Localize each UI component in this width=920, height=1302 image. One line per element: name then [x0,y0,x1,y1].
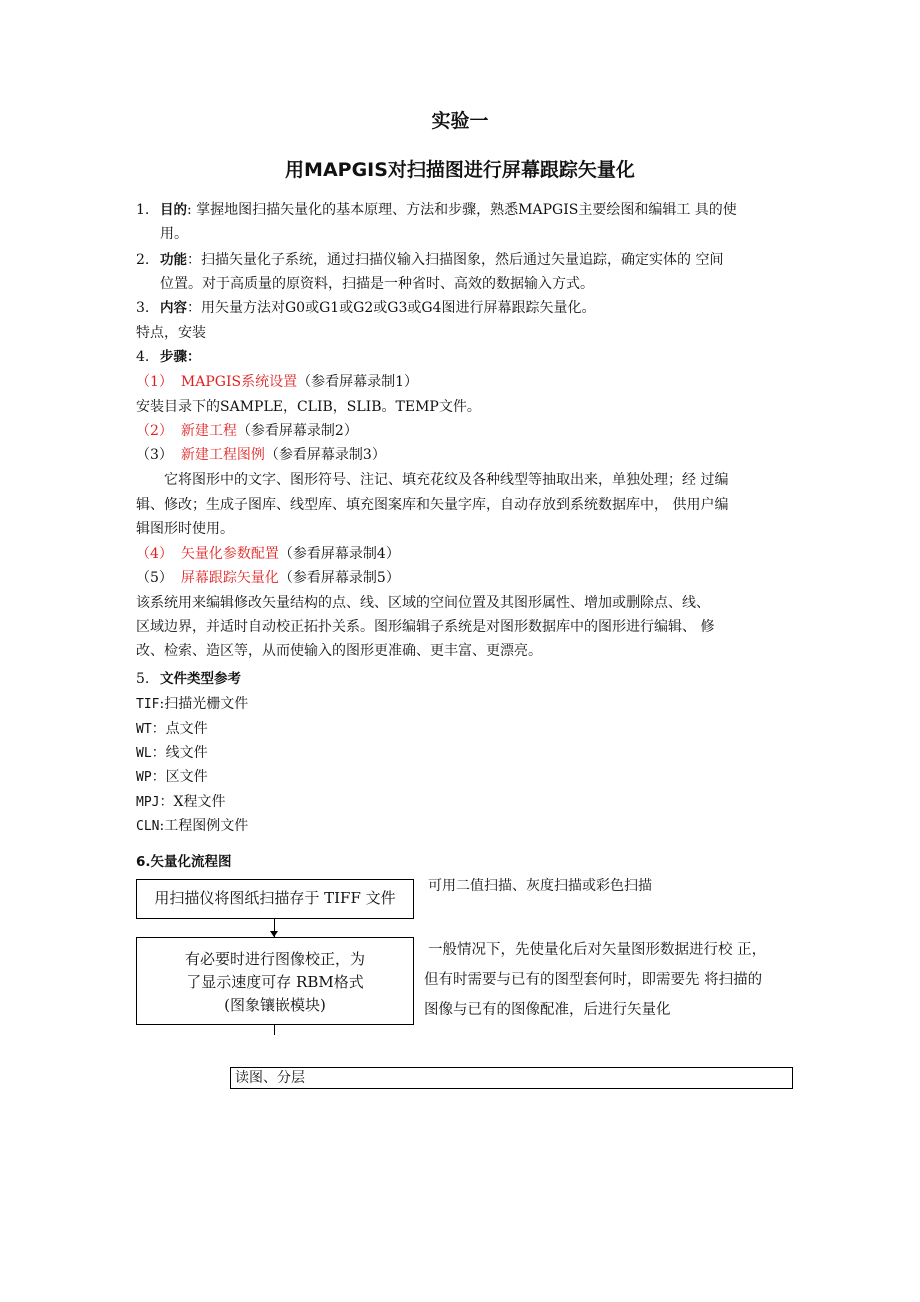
step-number: （2） [136,423,173,439]
flow-connector [274,1025,275,1035]
step-5-para-line: 该系统用来编辑修改矢量结构的点、线、区域的空间位置及其图形属性、增加或删除点、线、 [136,595,710,611]
features-line: 特点，安装 [136,325,206,341]
flow-note-correct: 一般情况下，先使量化后对矢量图形数据进行校 正， [428,942,767,958]
step-5-para-line: 区域边界，并适时自动校正拓扑关系。图形编辑子系统是对图形数据库中的图形进行编辑、 修 [136,619,715,635]
flow-note-correct: 图像与已有的图像配准，后进行矢量化 [424,1002,671,1018]
item-label: 功能 [160,252,187,268]
step-5-para-line: 改、检索、造区等，从而使输入的图形更准确、更丰富、更漂亮。 [136,643,542,659]
flow-box-read-layer [230,1067,793,1089]
filetype-row: WL：线文件 [136,745,208,761]
step-name: 屏幕跟踪矢量化 [180,570,279,586]
item-colon: ： [187,349,201,365]
item-text: ：扫描矢量化子系统，通过扫描仪输入扫描图象，然后通过矢量追踪，确定实体的 空间 [187,252,724,268]
step-name: 新建工程 [180,423,237,439]
flow-box-text: 读图、分层 [235,1070,305,1086]
step-number: （5） [136,570,173,586]
item-number: 5. [136,671,150,687]
step-ref: （参看屏幕录制5） [278,570,400,586]
item-text: : 掌握地图扫描矢量化的基本原理、方法和步骤，熟悉MAPGIS主要绘图和编辑工 具的使 [187,202,737,218]
step-ref: （参看屏幕录制3） [264,447,386,463]
item-label: 内容 [160,300,187,316]
flow-box-text: 用扫描仪将图纸扫描存于 TIFF 文件 [154,889,396,907]
item-purpose-cont: 用。 [160,226,188,242]
item-number: 1. [136,202,150,218]
step-name: 新建工程图例 [180,447,265,463]
flow-box-correct [136,937,414,1025]
item-number: 3. [136,300,150,316]
flow-box-scan [136,879,414,919]
item-purpose [136,200,737,220]
step-number: （4） [136,546,173,562]
step-name: MAPGIS系统设置 [180,374,298,390]
step-1-note: 安装目录下的SAMPLE，CLIB，SLIB。TEMP文件。 [136,399,481,415]
flow-note-correct: 但有时需要与已有的图型套何时，即需要先 将扫描的 [424,972,763,988]
step-3-para-line: 它将图形中的文字、图形符号、注记、填充花纹及各种线型等抽取出来，单独处理；经 过编 [164,472,729,488]
flow-box-text: 有必要时进行图像校正，为 [184,950,365,968]
filetype-row: WP：区文件 [136,769,208,785]
item-function-cont: 位置。对于高质量的原资料，扫描是一种省时、高效的数据输入方式。 [160,276,594,292]
flowchart-heading: 6.矢量化流程图 [136,854,232,870]
page-subtitle: 用MAPGIS对扫描图进行屏幕跟踪矢量化 [285,159,635,181]
filetype-row: TIF:扫描光栅文件 [136,696,249,712]
step-5 [136,568,400,588]
item-label: 文件类型参考 [160,671,241,687]
filetype-row: CLN:工程图例文件 [136,818,249,834]
step-ref: （参看屏幕录制2） [236,423,358,439]
flow-box-text: (图象镶嵌模块) [224,996,326,1014]
step-3-para-line: 辑、修改；生成子图库、线型库、填充图案库和矢量字库，自动存放到系统数据库中， 供用户编 [136,497,729,513]
step-ref: （参看屏幕录制4） [278,546,400,562]
filetype-row: WT：点文件 [136,721,208,737]
step-ref: （参看屏幕录制1） [297,374,419,390]
item-function [136,250,723,270]
item-label: 步骤 [160,349,187,365]
item-filetypes [136,669,241,689]
step-4 [136,544,400,564]
item-steps [136,347,201,367]
step-1 [136,372,418,392]
step-3-para-line: 辑图形时使用。 [136,521,234,537]
item-number: 4. [136,349,150,365]
step-number: （3） [136,447,173,463]
filetype-row: MPJ：X程文件 [136,794,226,810]
step-2 [136,421,358,441]
step-number: （1） [136,374,173,390]
flow-note-scan: 可用二值扫描、灰度扫描或彩色扫描 [428,878,652,894]
flow-box-text: 了显示速度可存 RBM格式 [186,973,364,991]
page-title: 实验一 [431,110,489,132]
item-label: 目的 [160,202,187,218]
item-number: 2. [136,252,150,268]
step-name: 矢量化参数配置 [180,546,279,562]
step-3 [136,445,386,465]
item-text: ：用矢量方法对G0或G1或G2或G3或G4图进行屏幕跟踪矢量化。 [187,300,596,316]
item-content [136,298,595,318]
